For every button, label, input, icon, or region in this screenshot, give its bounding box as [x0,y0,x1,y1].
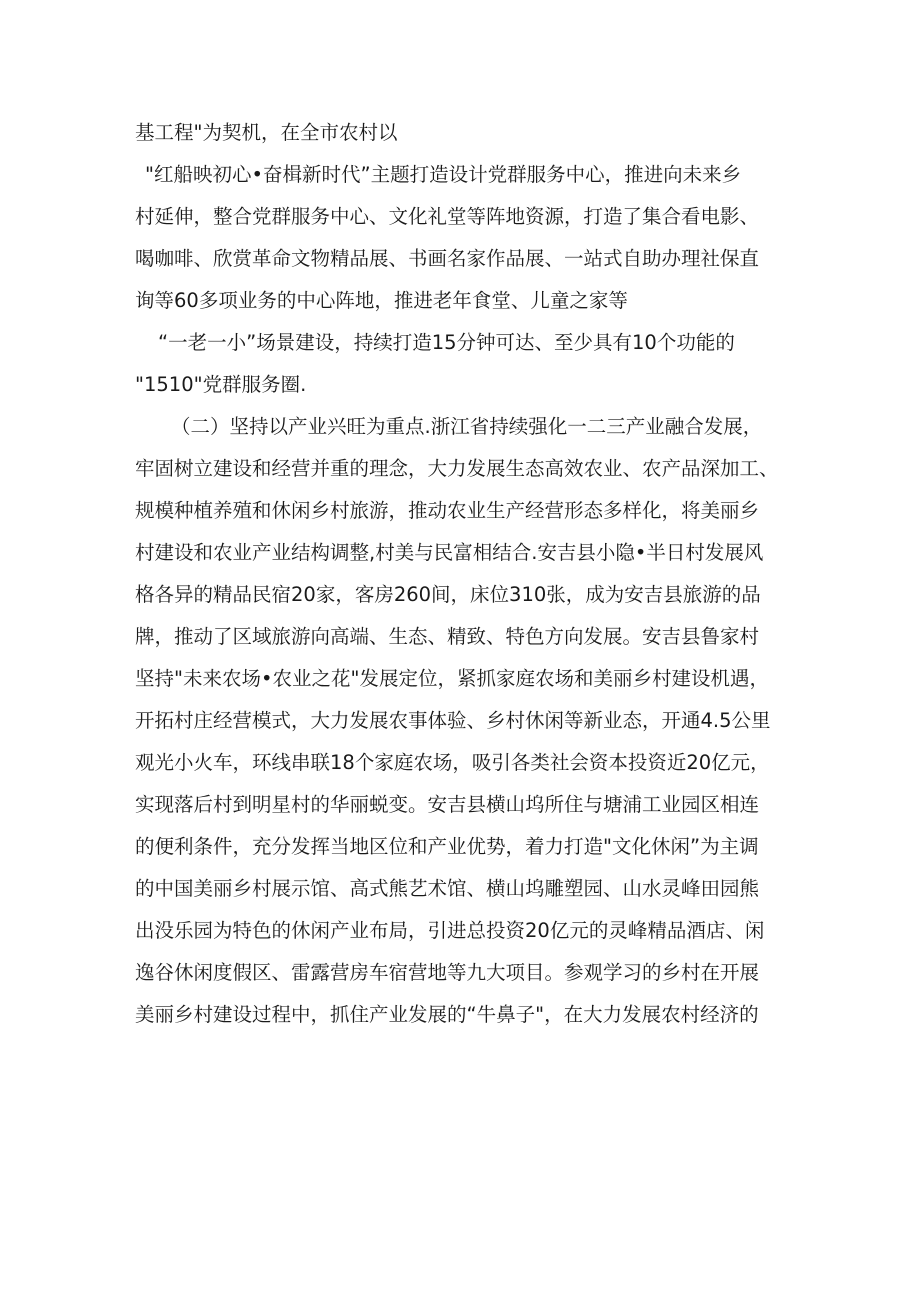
text-line: 村延伸，整合党群服务中心、文化礼堂等阵地资源，打造了集合看电影、 [135,205,760,228]
text-line: 出没乐园为特色的休闲产业布局，引进总投资20亿元的灵峰精品酒店、闲 [135,919,765,942]
text-line: 坚持"未来农场•农业之花"发展定位，紧抓家庭农场和美丽乡村建设机遇， [135,667,769,690]
text-line: 实现落后村到明星村的华丽蜕变。安吉县横山坞所住与塘浦工业园区相连 [135,793,760,816]
text-line: 牢固树立建设和经营并重的理念，大力发展生态高效农业、农产品深加工、 [135,457,779,480]
text-line: "红船映初心•奋楫新时代”主题打造设计党群服务中心，推进向未来乡 [145,163,742,186]
text-line: 格各异的精品民宿20家，客房260间，床位310张，成为安吉县旅游的品 [135,583,761,606]
text-line: 基工程"为契机，在全市农村以 [135,121,398,144]
text-line: "1510"党群服务圈. [135,373,307,396]
text-line: 的便利条件，充分发挥当地区位和产业优势，着力打造"文化休闲”为主调 [135,835,759,858]
text-line: 开拓村庄经营模式，大力发展农事体验、乡村休闲等新业态，开通4.5公里 [135,709,771,732]
body-text [135,112,795,1036]
text-line: 询等60多项业务的中心阵地，推进老年食堂、儿童之家等 [135,289,628,312]
text-line: 逸谷休闲度假区、雷露营房车宿营地等九大项目。参观学习的乡村在开展 [135,961,760,984]
text-line: “一老一小”场景建设，持续打造15分钟可达、至少具有10个功能的 [158,331,735,354]
text-line: 的中国美丽乡村展示馆、高式熊艺术馆、横山坞雕塑园、山水灵峰田园熊 [135,877,760,900]
text-line: 观光小火车，环线串联18个家庭农场，吸引各类社会资本投资近20亿元， [135,751,770,774]
text-line: 美丽乡村建设过程中，抓住产业发展的“牛鼻子"，在大力发展农村经济的 [135,1003,759,1026]
paragraph-start-line: （二）坚持以产业兴旺为重点.浙江省持续强化一二三产业融合发展， [171,415,763,438]
text-line: 村建设和农业产业结构调整,村美与民富相结合.安吉县小隐•半日村发展风 [135,541,764,564]
text-line: 牌，推动了区域旅游向高端、生态、精致、特色方向发展。安吉县鲁家村 [135,625,760,648]
text-line: 喝咖啡、欣赏革命文物精品展、书画名家作品展、一站式自助办理社保直 [135,247,760,270]
text-line: 规模种植养殖和休闲乡村旅游，推动农业生产经营形态多样化，将美丽乡 [135,499,760,522]
